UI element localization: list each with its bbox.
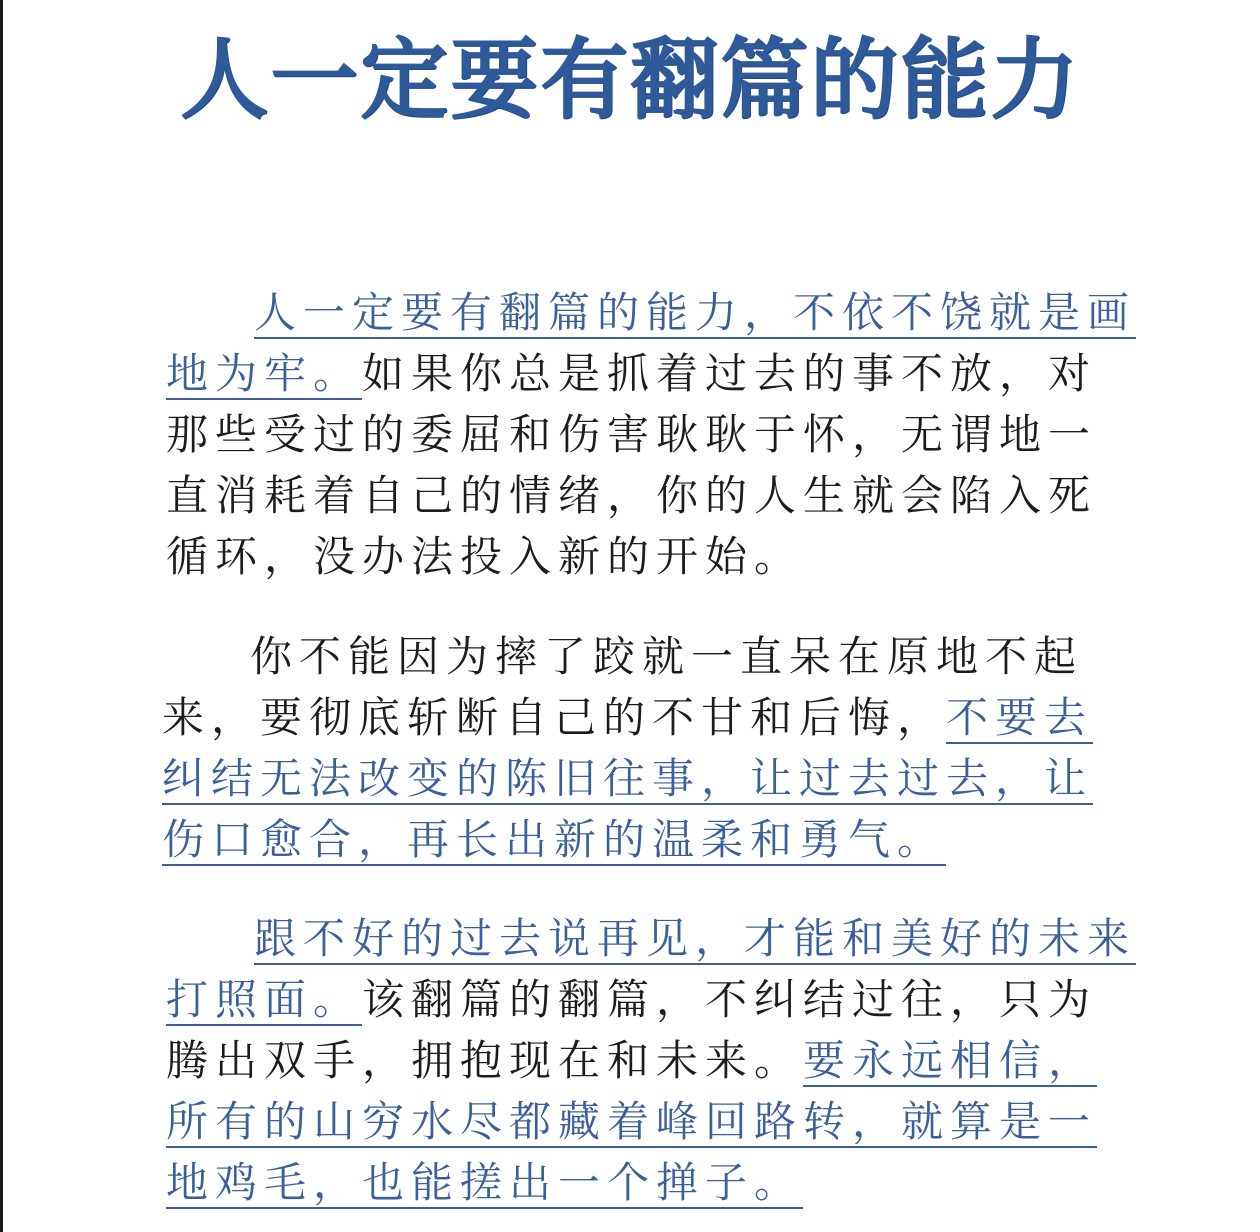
paragraph-3-highlight-end: 要永远相信，所有的山穷水尽都藏着峰回路转，就算是一地鸡毛，也能搓出一个掸子。 [166,1036,1098,1207]
paragraph-2 [162,626,1134,870]
page-title: 人一定要有翻篇的能力 [179,28,1080,131]
paragraph-1-body: 如果你总是抓着过去的事不放，对那些受过的委屈和伤害耿耿于怀，无谓地一直消耗着自己的情绪，你的人生就会陷入死循环，没办法投入新的开始。 [166,349,1098,581]
paragraph-1 [166,282,1136,587]
left-edge-border [0,0,3,1232]
paragraph-3-body: 该翻篇的翻篇，不纠结过往，只为腾出双手，拥抱现在和未来。 [166,975,1098,1085]
paragraph-1-highlight: 人一定要有翻篇的能力，不依不饶就是画地为牢。 [166,288,1137,398]
paragraph-3-highlight-start: 跟不好的过去说再见，才能和美好的未来打照面。 [166,914,1137,1024]
paragraph-3 [166,908,1136,1213]
paragraph-2-highlight: 不要去纠结无法改变的陈旧往事，让过去过去，让伤口愈合，再长出新的温柔和勇气。 [162,693,1094,864]
paragraph-2-body: 你不能因为摔了跤就一直呆在原地不起来，要彻底斩断自己的不甘和后悔， [162,632,1084,742]
